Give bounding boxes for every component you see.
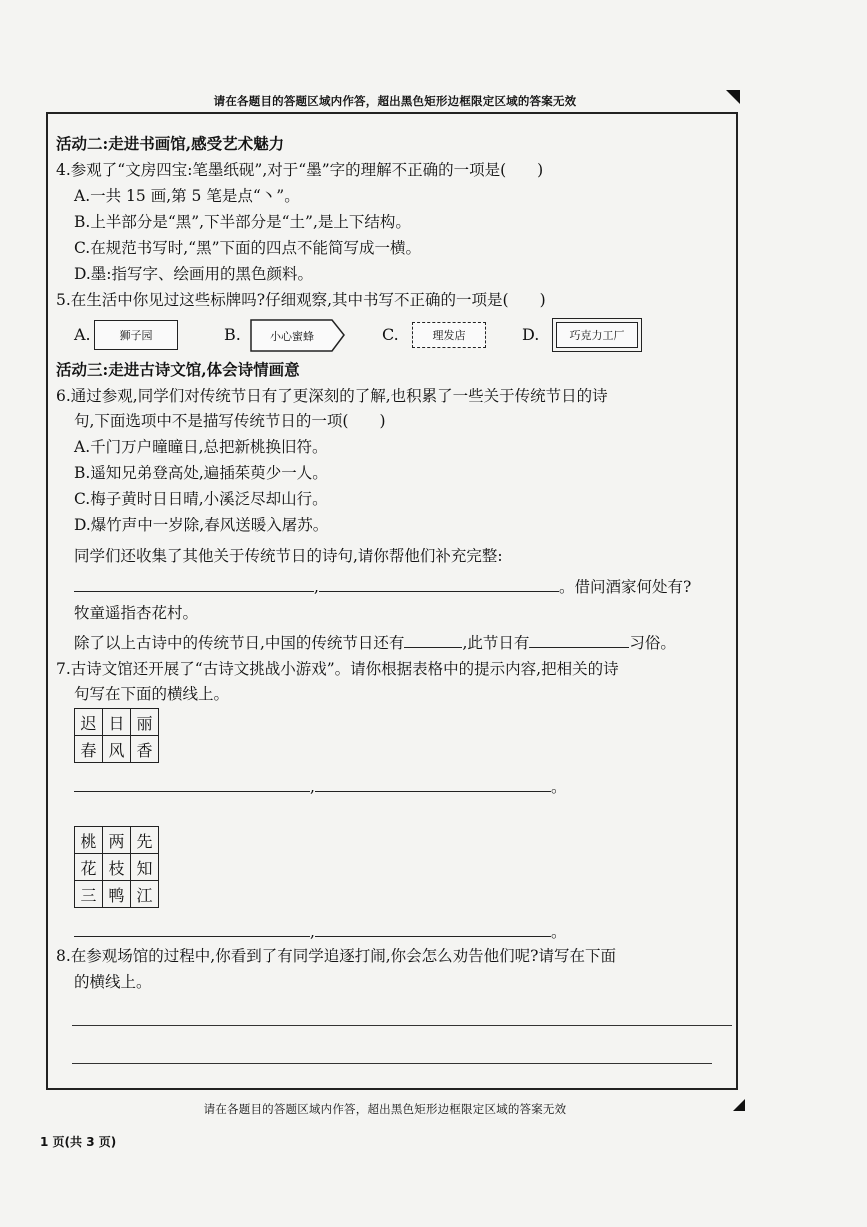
q6-festival-line [74,632,676,653]
q4-option-c[interactable]: C.在规范书写时,“黑”下面的四点不能简写成一横。 [74,239,422,257]
grid2-cell: 两 [103,827,131,854]
q6-option-b[interactable]: B.遥知兄弟登高处,遍插茱萸少一人。 [74,464,328,482]
q5-sign-d[interactable] [552,318,642,352]
q6-option-a[interactable]: A.千门万户曈曈日,总把新桃换旧符。 [74,438,328,456]
q5-sign-b[interactable] [250,319,346,352]
q5-label-b[interactable]: B. [224,325,241,344]
q6-custom-blank[interactable] [529,632,629,648]
q6-poem-tail: 。借问酒家何处有? [558,578,692,596]
grid1-cell: 春 [75,736,103,763]
q8-answer-rule-1[interactable] [72,1025,732,1026]
grid1-cell: 日 [103,709,131,736]
grid1-cell: 风 [103,736,131,763]
q5-sign-c-text: 理发店 [432,329,466,342]
q6-festival-prefix: 除了以上古诗中的传统节日,中国的传统节日还有 [74,634,405,652]
q6-festival-mid: ,此节日有 [462,634,530,652]
q7-answer1-blank-1[interactable] [74,776,310,792]
q4-option-b[interactable]: B.上半部分是“黑”,下半部分是“土”,是上下结构。 [74,213,411,231]
q8-answer-rule-2[interactable] [72,1063,712,1064]
footer-notice: 请在各题目的答题区域内作答，超出黑色矩形边框限定区域的答案无效 [203,1102,567,1116]
q7-answer-line-2 [74,921,566,942]
q8-stem-line1: 8.在参观场馆的过程中,你看到了有同学追逐打闹,你会怎么劝告他们呢?请写在下面 [56,947,616,965]
q7-answer1-period: 。 [550,778,567,796]
q6-stem-line1: 6.通过参观,同学们对传统节日有了更深刻的了解,也积累了一些关于传统节日的诗 [56,387,608,405]
q5-sign-a-text: 狮子园 [119,329,153,342]
grid1-cell: 丽 [131,709,159,736]
q6-poem-blank-1[interactable] [74,576,314,592]
grid1-cell: 香 [131,736,159,763]
q4-option-a[interactable]: A.一共 15 画,第 5 笔是点“丶”。 [74,187,300,205]
q6-poem-blank-2[interactable] [319,576,559,592]
q6-option-d[interactable]: D.爆竹声中一岁除,春风送暖入屠苏。 [74,516,329,534]
q5-sign-d-text: 巧克力工厂 [569,329,625,342]
q6-poem-line [74,576,691,597]
q7-hint-grid-1 [74,708,159,763]
q6-festival-blank[interactable] [404,632,462,648]
q7-answer2-comma: , [310,923,315,941]
answer-area-frame [46,112,738,1090]
grid2-cell: 江 [131,881,159,908]
q7-stem-line2: 句写在下面的横线上。 [74,685,230,703]
header-notice: 请在各题目的答题区域内作答，超出黑色矩形边框限定区域的答案无效 [213,94,577,108]
q7-answer2-period: 。 [550,923,567,941]
q7-answer1-comma: , [310,778,315,796]
grid1-cell: 迟 [75,709,103,736]
grid2-cell: 三 [75,881,103,908]
q4-stem: 4.参观了“文房四宝:笔墨纸砚”,对于“墨”字的理解不正确的一项是( ) [56,161,544,179]
corner-mark-top-right [726,90,740,104]
grid2-cell: 先 [131,827,159,854]
grid2-cell: 枝 [103,854,131,881]
q7-hint-grid-2 [74,826,159,908]
q7-answer-line-1 [74,776,566,797]
grid2-cell: 花 [75,854,103,881]
q5-sign-c[interactable] [412,322,486,348]
activity3-title: 活动三:走进古诗文馆,体会诗情画意 [56,360,300,379]
corner-mark-bottom-right [733,1099,745,1111]
grid2-cell: 桃 [75,827,103,854]
q6-festival-suffix: 习俗。 [629,634,676,652]
q6-stem-line2: 句,下面选项中不是描写传统节日的一项( ) [74,412,386,430]
q5-label-c[interactable]: C. [382,325,399,344]
q7-stem-line1: 7.古诗文馆还开展了“古诗文挑战小游戏”。请你根据表格中的提示内容,把相关的诗 [56,660,619,678]
q6-option-c[interactable]: C.梅子黄时日日晴,小溪泛尽却山行。 [74,490,328,508]
q6-poem-next: 牧童遥指杏花村。 [74,604,199,622]
q6-supplement: 同学们还收集了其他关于传统节日的诗句,请你帮他们补充完整: [74,547,503,565]
q5-sign-d-inner [556,322,638,348]
q6-poem-comma: , [314,578,319,596]
q5-sign-b-text: 小心蜜蜂 [270,330,314,343]
q5-label-a[interactable]: A. [74,325,91,344]
q4-option-d[interactable]: D.墨:指写字、绘画用的黑色颜料。 [74,265,314,283]
q5-label-d[interactable]: D. [522,325,540,344]
grid2-cell: 知 [131,854,159,881]
grid2-cell: 鸭 [103,881,131,908]
activity2-title: 活动二:走进书画馆,感受艺术魅力 [56,134,285,153]
q5-sign-a[interactable] [94,320,178,350]
q7-answer1-blank-2[interactable] [315,776,551,792]
page-number: 1 页(共 3 页) [40,1135,117,1149]
q5-stem: 5.在生活中你见过这些标牌吗?仔细观察,其中书写不正确的一项是( ) [56,291,546,309]
q7-answer2-blank-2[interactable] [315,921,551,937]
q8-stem-line2: 的横线上。 [74,973,152,991]
q7-answer2-blank-1[interactable] [74,921,310,937]
